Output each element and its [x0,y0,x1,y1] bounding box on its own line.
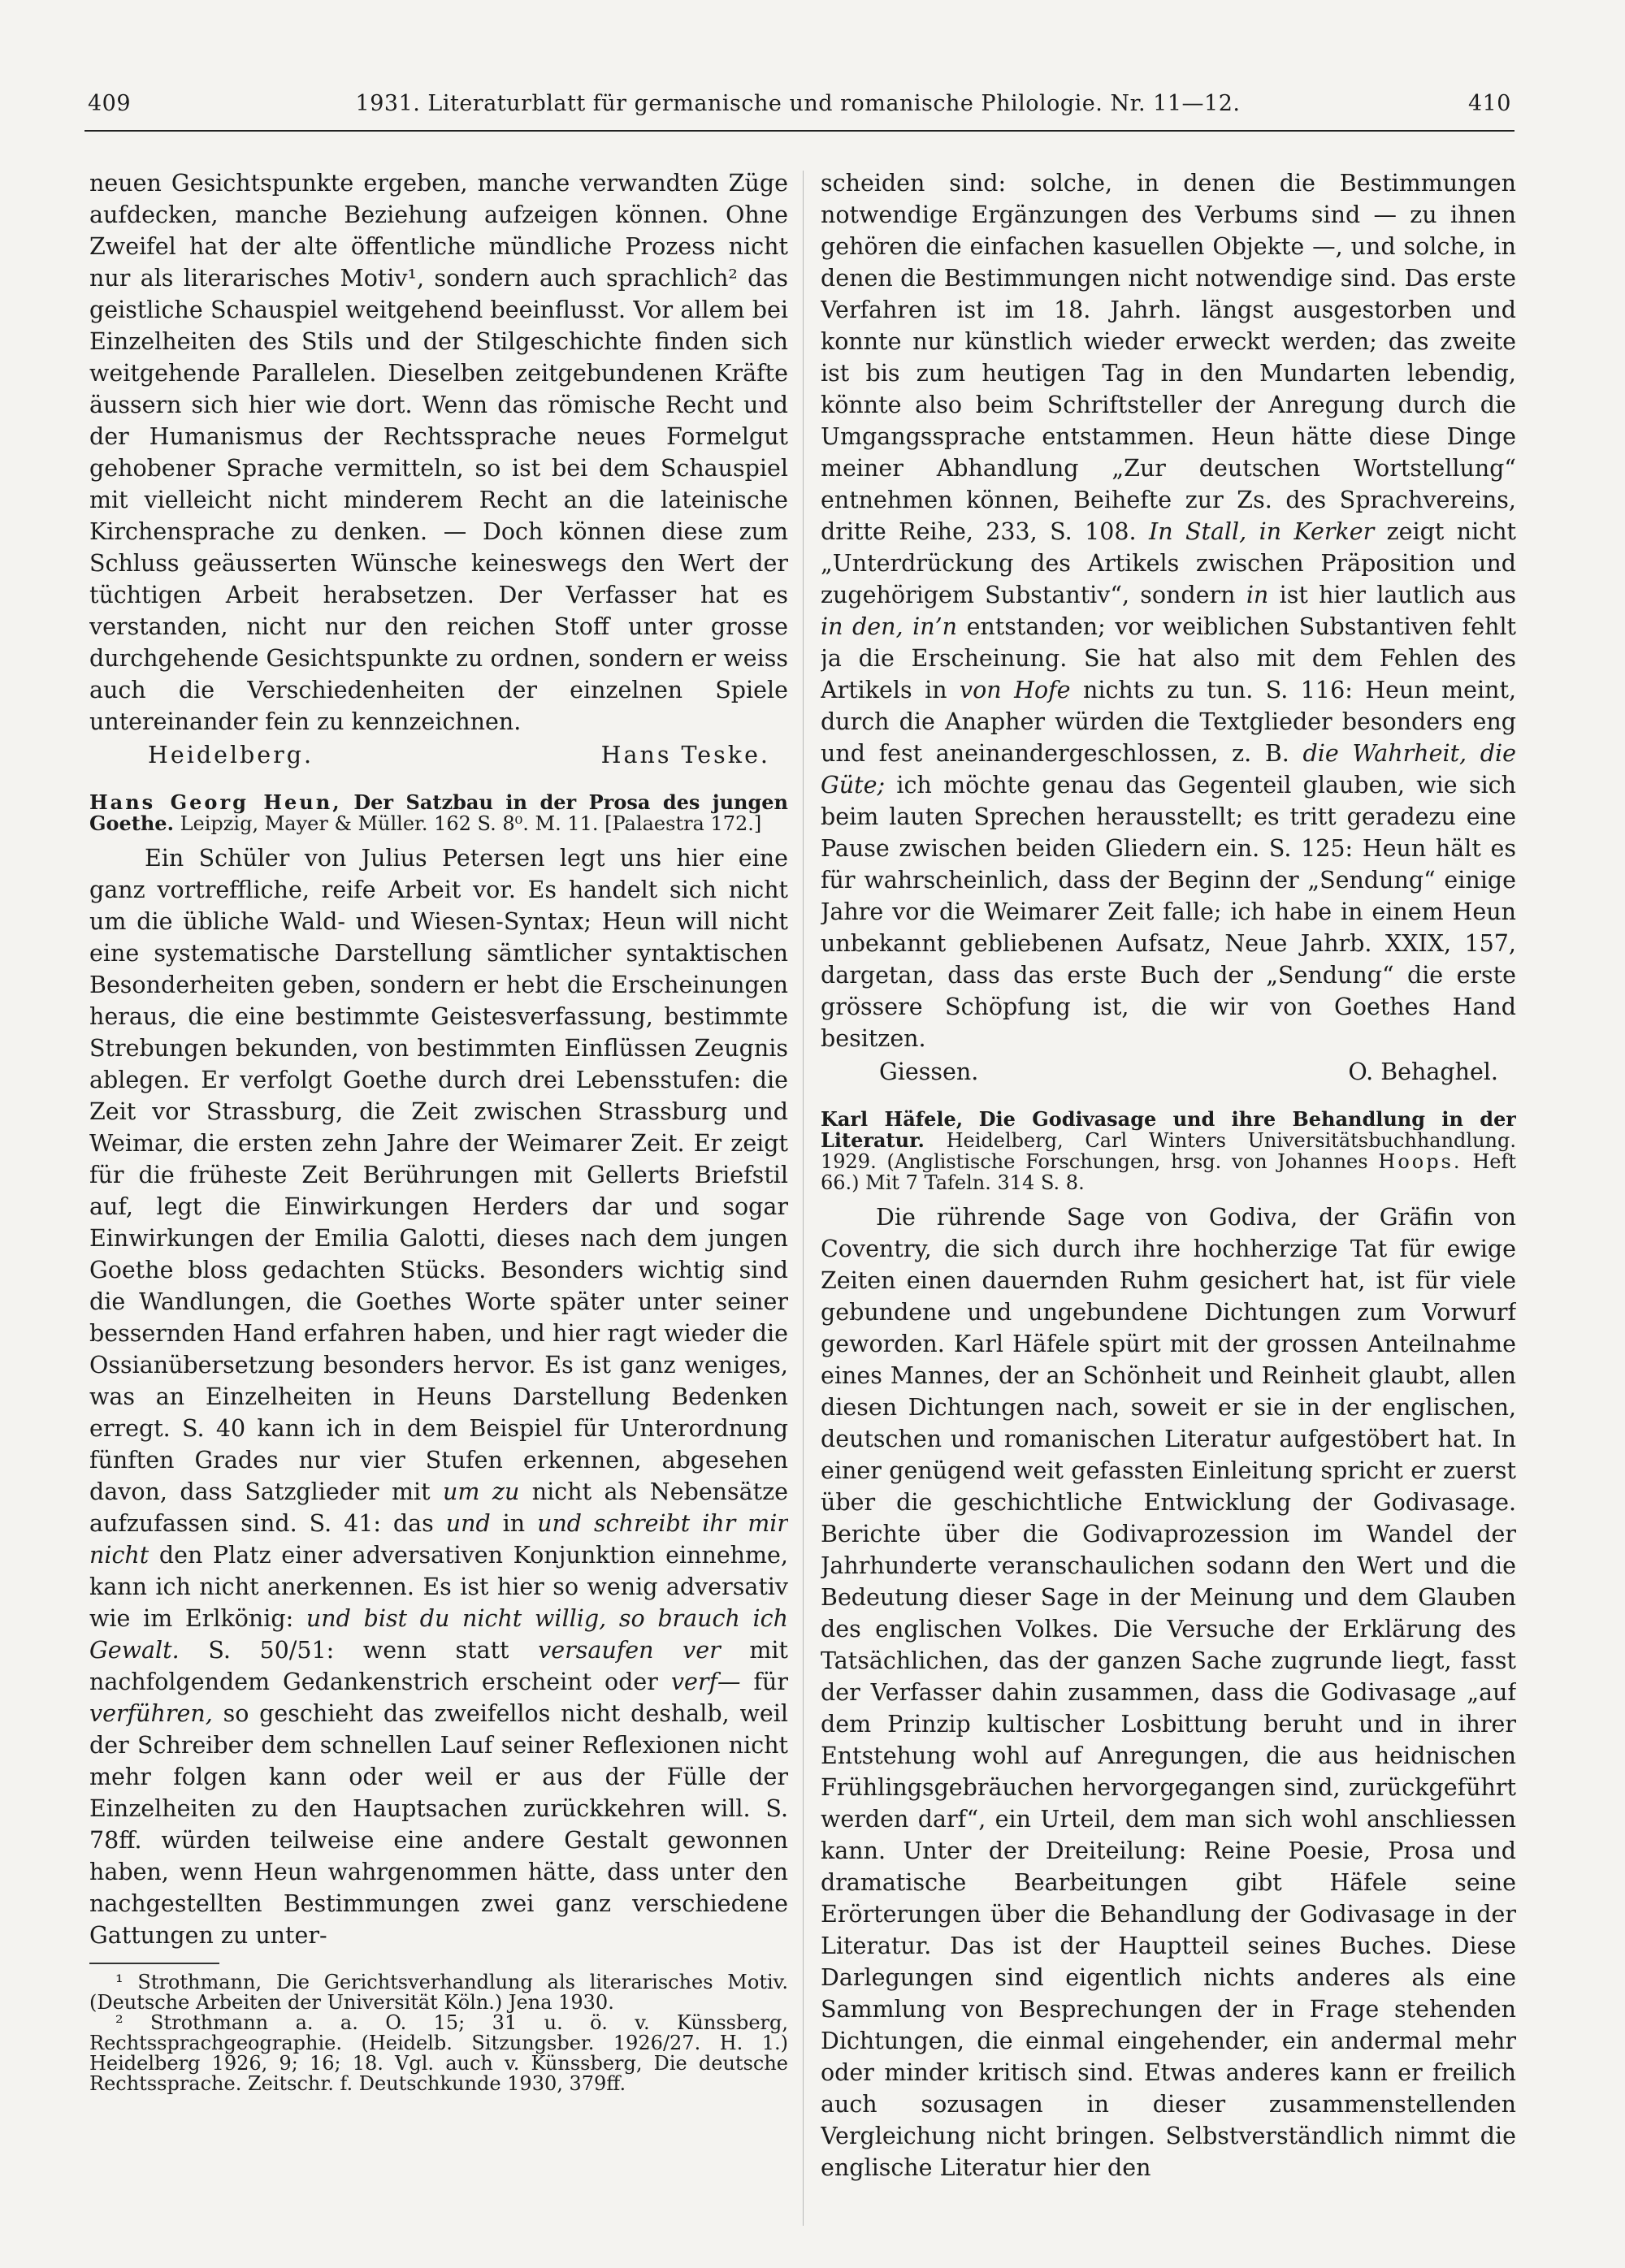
signature-place: Heidelberg. [148,742,314,768]
signature-place: Giessen. [879,1058,979,1085]
heun-review-continuation: scheiden sind: solche, in denen die Bestimmungen notwendige Ergänzungen des Verbums sind — zu ihnen gehören die einfachen kasuellen Objekte —, und solche, in denen die Bestimmungen nicht notwendige sind. Das erste Verfahren ist im 18. Jahrh. längst ausgestorben und konnte nur künstlich wieder erweckt werden; das zweite ist bis zum heutigen Tag in den Mundarten lebendig, könnte also beim Schriftsteller der Anregung durch die Umgangssprache entstammen. Heun hätte diese Dinge meiner Abhandlung „Zur deutschen Wortstellung“ entnehmen können, Beihefte zur Zs. des Sprachvereins, dritte Reihe, 233, S. 108. In Stall, in Kerker zeigt nicht „Unterdrückung des Artikels zwischen Präposition und zugehörigem Substantiv“, sondern in ist hier lautlich aus in den, in’n entstanden; vor weiblichen Substantiven fehlt ja die Erscheinung. Sie hat also mit dem Fehlen des Artikels in von Hofe nichts zu tun. S. 116: Heun meint, durch die Anapher würden die Textglieder besonders eng und fest aneinandergeschlossen, z. B. die Wahrheit, die Güte; ich möchte genau das Gegenteil glauben, wie sich beim lauten Sprechen herausstellt; es tritt geradezu eine Pause zwischen beiden Gliedern ein. S. 125: Heun hält es für wahrscheinlich, dass der Beginn der „Sendung“ einige Jahre vor die Weimarer Zeit falle; ich habe in einem Heun unbekannt gebliebenen Aufsatz, Neue Jahrb. XXIX, 157, dargetan, dass das erste Buch der „Sendung“ die erste grössere Schöpfung ist, die wir von Goethes Hand besitzen. [821,170,1516,1052]
signature-name: O. Behaghel. [1348,1058,1498,1085]
teske-signature [89,739,788,771]
review-heading-heun [89,792,788,834]
running-head [84,91,1511,127]
review-heading-haefele [821,1109,1516,1193]
page-number-right: 410 [1467,91,1511,116]
column-divider [803,171,804,2226]
page-number-left: 409 [88,91,132,116]
review-publication: Leipzig, Mayer & Müller. 162 S. 8⁰. M. 11. [Palaestra 172.] [180,812,762,835]
review-title: Die Godivasage und ihre Behandlung in der Literatur. [821,1107,1516,1152]
signature-name: Hans Teske. [600,742,770,768]
right-column [821,167,1516,2231]
review-publication-end: Heft 66.) Mit 7 Tafeln. 314 S. 8. [821,1150,1516,1194]
footnote-rule [89,1963,219,1964]
review-author: Karl Häfele, [821,1107,964,1131]
header-rule [84,130,1514,132]
footnote-2: ² Strothmann a. a. O. 15; 31 u. ö. v. Künssberg, Rechtssprachgeographie. (Heidelb. Sitzungsber. 1926/27. H. 1.) Heidelberg 1926, 9; 16; 18. Vgl. auch v. Künssberg, Die deutsche Rechtssprache. Zeitschr. f. Deutschkunde 1930, 379ff. [89,2011,788,2095]
haefele-review-text: Die rührende Sage von Godiva, der Gräfin von Coventry, die sich durch ihre hochherzige Tat für ewige Zeiten einen dauernden Ruhm gesichert hat, ist für viele gebundene und ungebundene Dichtungen zum Vorwurf geworden. Karl Häfele spürt mit der grossen Anteilnahme eines Mannes, der an Schönheit und Reinheit glaubt, allen diesen Dichtungen nach, soweit er sie in der englischen, deutschen und romanischen Literatur aufgestöbert hat. In einer genügend weit gefassten Einleitung spricht er zuerst über die geschichtliche Entwicklung der Godivasage. Berichte über die Godivaprozession im Wandel der Jahrhunderte veranschaulichen sodann den Wert und die Bedeutung dieser Sage in der Meinung und dem Glauben des englischen Volkes. Die Versuche der Erklärung des Tatsächlichen, das der ganzen Sache zugrunde liegt, fasst der Verfasser dahin zusammen, dass die Godivasage „auf dem Prinzip kultischer Losbittung beruht und in ihrer Entstehung wohl auf Anregungen, die aus heidnischen Frühlingsgebräuchen hervorgegangen sind, zurückgeführt werden darf“, ein Urteil, dem man sich wohl anschliessen kann. Unter der Dreiteilung: Reine Poesie, Prosa und dramatische Bearbeitungen gibt Häfele seine Erörterungen über die Behandlung der Godivasage in der Literatur. Das ist der Hauptteil seines Buches. Diese Darlegungen sind eigentlich nichts anderes als eine Sammlung von Besprechungen der in Frage stehenden Dichtungen, die einmal eingehender, ein andermal mehr oder minder kritisch sind. Etwas anderes kann er freilich auch sozusagen in dieser zusammenstellenden Vergleichung nicht bringen. Selbstverständlich nimmt die englische Literatur hier den [821,1204,1516,2181]
review-editor: Hoops. [1378,1150,1462,1173]
footnote-1: ¹ Strothmann, Die Gerichtsverhandlung als literarisches Motiv. (Deutsche Arbeiten der Universität Köln.) Jena 1930. [89,1971,788,2014]
left-column [89,167,788,2231]
review-publication: Heidelberg, Carl Winters Universitätsbuchhandlung. 1929. (Anglistische Forschungen, hrsg. von Johannes [821,1129,1516,1173]
review-title: Der Satzbau in der Prosa des jungen Goethe. [89,790,788,835]
teske-review-text: neuen Gesichtspunkte ergeben, manche verwandten Züge aufdecken, manche Beziehung aufzeigen können. Ohne Zweifel hat der alte öffentliche mündliche Prozess nicht nur als literarisches Motiv¹, sondern auch sprachlich² das geistliche Schauspiel weitgehend beeinflusst. Vor allem bei Einzelheiten des Stils und der Stilgeschichte finden sich weitgehende Parallelen. Dieselben zeitgebundenen Kräfte äussern sich hier wie dort. Wenn das römische Recht und der Humanismus der Rechtssprache neues Formelgut gehobener Sprache vermitteln, so ist bei dem Schauspiel mit vielleicht nicht minderem Recht an die lateinische Kirchensprache zu denken. — Doch können diese zum Schluss geäusserten Wünsche keineswegs den Wert der tüchtigen Arbeit herabsetzen. Der Verfasser hat es verstanden, nicht nur den reichen Stoff unter grosse durchgehende Gesichtspunkte zu ordnen, sondern er weiss auch die Verschiedenheiten der einzelnen Spiele untereinander fein zu kennzeichnen. [89,170,788,735]
behaghel-signature [821,1056,1516,1088]
review-author: Hans Georg Heun, [89,790,342,814]
heun-review-text: Ein Schüler von Julius Petersen legt uns hier eine ganz vortreffliche, reife Arbeit vor. Es handelt sich nicht um die übliche Wald- und Wiesen-Syntax; Heun will nicht eine systematische Darstellung sämtlicher syntaktischen Besonderheiten geben, sondern er hebt die Erscheinungen heraus, die eine bestimmte Geistesverfassung, bestimmte Strebungen bekunden, von bestimmten Einflüssen Zeugnis ablegen. Er verfolgt Goethe durch drei Lebensstufen: die Zeit vor Strassburg, die Zeit zwischen Strassburg und Weimar, die ersten zehn Jahre der Weimarer Zeit. Er zeigt für die früheste Zeit Berührungen mit Gellerts Briefstil auf, legt die Einwirkungen Herders dar und sogar Einwirkungen der Emilia Galotti, dieses nach dem jungen Goethe bloss gedachten Stücks. Besonders wichtig sind die Wandlungen, die Goethes Worte später unter seiner bessernden Hand erfahren haben, und hier ragt wieder die Ossianübersetzung besonders hervor. Es ist ganz weniges, was an Einzelheiten in Heuns Darstellung Bedenken erregt. S. 40 kann ich in dem Beispiel für Unterordnung fünften Grades nur vier Stufen erkennen, abgesehen davon, dass Satzglieder mit um zu nicht als Nebensätze aufzufassen sind. S. 41: das und in und schreibt ihr mir nicht den Platz einer adversativen Konjunktion einnehme, kann ich nicht anerkennen. Es ist hier so wenig adversativ wie im Erlkönig: und bist du nicht willig, so brauch ich Gewalt. S. 50/51: wenn statt versaufen ver mit nachfolgendem Gedankenstrich erscheint oder verf— für verführen, so geschieht das zweifellos nicht deshalb, weil der Schreiber dem schnellen Lauf seiner Reflexionen nicht mehr folgen kann oder weil er aus der Fülle der Einzelheiten zu den Hauptsachen zurückkehren will. S. 78ff. würden teilweise eine andere Gestalt gewonnen haben, wenn Heun wahrgenommen hätte, dass unter den nachgestellten Bestimmungen zwei ganz verschiedene Gattungen zu unter- [89,845,788,1949]
journal-title: 1931. Literaturblatt für germanische und romanische Philologie. Nr. 11—12. [355,91,1241,116]
